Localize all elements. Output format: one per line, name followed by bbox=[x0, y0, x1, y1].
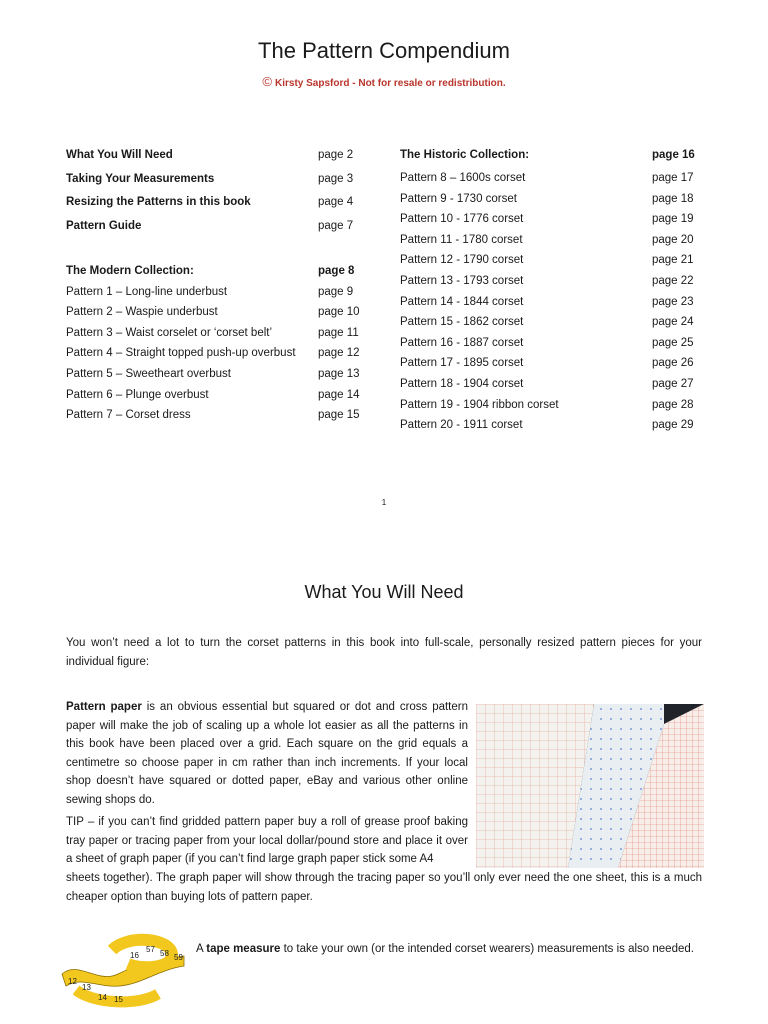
toc-entry-label: The Modern Collection: bbox=[66, 265, 194, 277]
intro-paragraph: You won’t need a lot to turn the corset patterns in this book into full-scale, personally resized pattern pieces for your individual figure: bbox=[66, 637, 702, 668]
tape-number: 58 bbox=[160, 949, 169, 958]
toc-entry bbox=[66, 364, 366, 385]
toc-entry bbox=[66, 216, 366, 240]
toc-entry-page: page 3 bbox=[318, 172, 354, 185]
toc-entry-label: Pattern 7 – Corset dress bbox=[66, 409, 191, 422]
toc-entry-label: Resizing the Patterns in this book bbox=[66, 196, 251, 208]
page-number: 1 bbox=[381, 498, 387, 507]
toc-entry-label: Pattern 17 - 1895 corset bbox=[400, 357, 524, 370]
toc-entry bbox=[400, 395, 710, 416]
tape-number: 12 bbox=[68, 977, 77, 986]
toc-entry-page: page 9 bbox=[318, 285, 354, 298]
toc-entry bbox=[400, 333, 710, 354]
toc-entry-page: page 13 bbox=[318, 367, 360, 380]
toc-entry bbox=[66, 145, 366, 169]
toc-entry-label: Pattern 13 - 1793 corset bbox=[400, 274, 524, 287]
toc-entry bbox=[400, 292, 710, 313]
toc-entry-page: page 19 bbox=[652, 213, 694, 226]
toc-left-column bbox=[66, 145, 366, 426]
toc-entry-page: page 14 bbox=[318, 388, 360, 401]
toc-entry bbox=[400, 230, 710, 251]
pattern-paper-text: is an obvious essential but squared or dot and cross pattern paper will make the job of scaling up a whole lot easier as all the patterns in this book have been placed over a grid. Each square on the grid equals a centimetre so choose paper in cm rather than inch increments. If your local shop doesn’t have squared or dotted paper, eBay and various other online sewing shops do. bbox=[66, 701, 468, 806]
toc-entry-page: page 12 bbox=[318, 347, 360, 360]
toc-entry-page: page 4 bbox=[318, 196, 354, 208]
toc-entry-label: Pattern 3 – Waist corselet or ‘corset belt’ bbox=[66, 326, 273, 339]
toc-entry-label: Pattern 18 - 1904 corset bbox=[400, 377, 524, 390]
toc-entry-page: page 18 bbox=[652, 192, 694, 205]
pattern-paper-photo bbox=[476, 704, 704, 868]
tape-number: 15 bbox=[114, 995, 123, 1004]
toc-entry-page: page 15 bbox=[318, 409, 360, 422]
toc-entry-label: Pattern 4 – Straight topped push-up overbust bbox=[66, 347, 296, 360]
toc-entry-page: page 23 bbox=[652, 295, 694, 308]
toc-entry-label: The Historic Collection: bbox=[400, 149, 530, 161]
tip-paragraph-part2: sheets together). The graph paper will show through the tracing paper so you’ll only ever need the one sheet, this is a much cheaper option than buying lots of pattern paper. bbox=[66, 872, 702, 903]
toc-entry bbox=[66, 192, 366, 216]
toc-entry-label: Pattern 2 – Waspie underbust bbox=[66, 306, 218, 319]
tape-measure-paragraph bbox=[196, 940, 716, 959]
toc-entry bbox=[400, 374, 710, 395]
toc-entry-label: Pattern 10 - 1776 corset bbox=[400, 213, 524, 226]
toc-entry-label: Pattern 9 - 1730 corset bbox=[400, 192, 517, 205]
toc-entry-label: What You Will Need bbox=[66, 149, 173, 161]
copyright-text: Kirsty Sapsford - Not for resale or redistribution. bbox=[275, 78, 506, 89]
toc-entry-page: page 2 bbox=[318, 149, 354, 161]
toc-entry-page: page 20 bbox=[652, 233, 694, 246]
toc-entry bbox=[66, 343, 366, 364]
toc-gap bbox=[66, 239, 366, 261]
toc-entry-label: Pattern 12 - 1790 corset bbox=[400, 254, 524, 267]
toc-entry-page: page 22 bbox=[652, 274, 694, 287]
toc-entry-page: page 10 bbox=[318, 306, 360, 319]
toc-entry bbox=[66, 385, 366, 406]
toc-entry bbox=[400, 353, 710, 374]
toc-entry bbox=[400, 312, 710, 333]
toc-entry bbox=[400, 145, 710, 168]
toc-entry-page: page 7 bbox=[318, 219, 354, 232]
toc-entry-label: Pattern 1 – Long-line underbust bbox=[66, 285, 228, 298]
tip-paragraph-part1: TIP – if you can’t find gridded pattern paper buy a roll of grease proof baking tray paper or tracing paper from your local dollar/pound store and place it over a sheet of graph paper (if you can’t find large graph paper stick some A4 bbox=[66, 816, 468, 865]
tape-number: 14 bbox=[98, 993, 107, 1002]
toc-entry-label: Pattern 19 - 1904 ribbon corset bbox=[400, 398, 559, 411]
document-title: The Pattern Compendium bbox=[258, 38, 510, 63]
copyright-symbol: © bbox=[262, 74, 272, 89]
toc-entry-page: page 25 bbox=[652, 336, 694, 349]
tape-number: 16 bbox=[130, 951, 139, 960]
toc-entry-label: Taking Your Measurements bbox=[66, 172, 215, 185]
toc-right-column bbox=[400, 145, 710, 436]
tape-number: 13 bbox=[82, 983, 91, 992]
toc-entry-label: Pattern 16 - 1887 corset bbox=[400, 336, 524, 349]
toc-entry-page: page 24 bbox=[652, 316, 694, 329]
toc-entry bbox=[66, 405, 366, 426]
toc-entry-page: page 26 bbox=[652, 357, 694, 370]
toc-entry bbox=[66, 302, 366, 323]
toc-entry-page: page 27 bbox=[652, 377, 694, 390]
pattern-paper-paragraph bbox=[66, 698, 468, 809]
section-heading: What You Will Need bbox=[304, 582, 464, 602]
toc-entry bbox=[400, 271, 710, 292]
toc-entry-label: Pattern 5 – Sweetheart overbust bbox=[66, 367, 231, 380]
toc-entry bbox=[400, 168, 710, 189]
toc-entry bbox=[66, 282, 366, 303]
toc-entry bbox=[66, 323, 366, 344]
toc-entry-page: page 11 bbox=[318, 326, 359, 339]
toc-entry-label: Pattern 15 - 1862 corset bbox=[400, 316, 524, 329]
toc-entry-page: page 16 bbox=[652, 149, 695, 161]
toc-entry-label: Pattern Guide bbox=[66, 219, 142, 232]
copyright-notice bbox=[0, 74, 768, 89]
tape-prefix: A bbox=[196, 943, 207, 955]
toc-entry bbox=[400, 250, 710, 271]
pattern-paper-term: Pattern paper bbox=[66, 701, 142, 713]
tape-number: 57 bbox=[146, 945, 155, 954]
toc-entry-page: page 29 bbox=[652, 419, 694, 432]
toc-entry-label: Pattern 11 - 1780 corset bbox=[400, 233, 523, 246]
toc-entry-label: Pattern 14 - 1844 corset bbox=[400, 295, 524, 308]
tape-measure-image bbox=[58, 930, 188, 1008]
toc-entry-label: Pattern 8 – 1600s corset bbox=[400, 172, 526, 184]
tape-measure-text: to take your own (or the intended corset wearers) measurements is also needed. bbox=[280, 943, 694, 955]
toc-entry bbox=[400, 189, 710, 210]
toc-entry bbox=[66, 169, 366, 193]
toc-entry-label: Pattern 6 – Plunge overbust bbox=[66, 388, 209, 401]
toc-entry-page: page 8 bbox=[318, 265, 355, 277]
toc-entry-page: page 17 bbox=[652, 172, 694, 184]
toc-entry-label: Pattern 20 - 1911 corset bbox=[400, 419, 523, 432]
toc-entry-page: page 28 bbox=[652, 398, 694, 411]
toc-entry bbox=[400, 415, 710, 436]
tape-measure-term: tape measure bbox=[206, 943, 281, 955]
toc-entry bbox=[400, 209, 710, 230]
toc-entry bbox=[66, 261, 366, 282]
tape-number: 59 bbox=[174, 953, 183, 962]
toc-entry-page: page 21 bbox=[652, 254, 694, 267]
